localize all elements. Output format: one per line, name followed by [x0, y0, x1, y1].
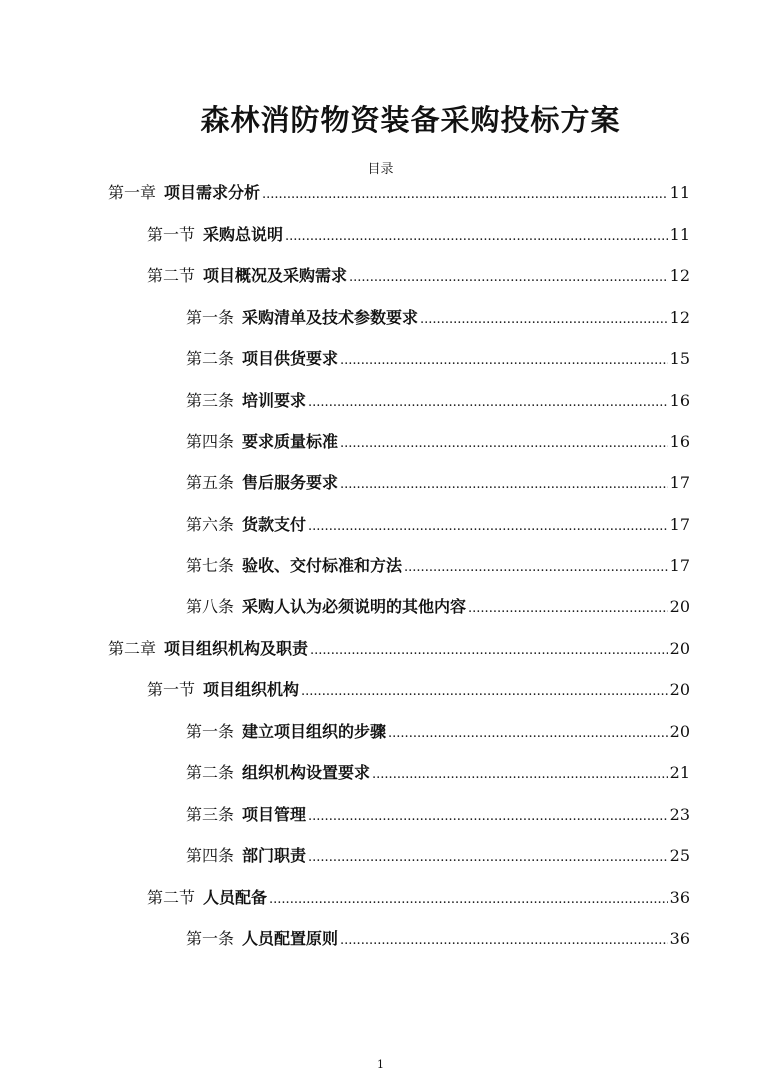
toc-entry[interactable] — [147, 886, 690, 910]
toc-leader-dots — [308, 846, 668, 870]
toc-leader-dots — [340, 929, 668, 953]
document-title: 森林消防物资装备采购投标方案 — [200, 103, 621, 137]
toc-entry-page: 23 — [669, 805, 690, 824]
toc-entry[interactable] — [186, 471, 690, 495]
toc-entry-page: 12 — [669, 308, 690, 327]
toc-leader-dots — [340, 349, 668, 373]
toc-entry-number: 第一条 — [186, 929, 235, 948]
toc-leader-dots — [308, 515, 668, 539]
toc-entry-title: 采购清单及技术参数要求 — [242, 308, 419, 327]
toc-entry[interactable] — [186, 430, 690, 454]
toc-entry-title: 人员配置原则 — [242, 929, 339, 948]
toc-entry[interactable] — [108, 181, 690, 205]
toc-entry-title: 要求质量标准 — [242, 432, 339, 451]
toc-entry-title: 项目组织机构及职责 — [164, 639, 309, 658]
toc-entry-title: 部门职责 — [242, 846, 307, 865]
toc-leader-dots — [340, 432, 668, 456]
toc-entry-number: 第一节 — [147, 680, 196, 699]
toc-entry-page: 17 — [669, 473, 690, 492]
toc-leader-dots — [308, 805, 668, 829]
toc-entry-title: 售后服务要求 — [242, 473, 339, 492]
toc-entry-number: 第四条 — [186, 432, 235, 451]
page-number: 1 — [377, 1058, 384, 1071]
toc-entry-number: 第一条 — [186, 308, 235, 327]
toc-entry-page: 11 — [669, 225, 690, 244]
toc-entry[interactable] — [186, 761, 690, 785]
toc-entry-page: 36 — [669, 888, 690, 907]
toc-entry-title: 项目组织机构 — [203, 680, 300, 699]
toc-entry-number: 第二节 — [147, 266, 196, 285]
toc-entry-page: 15 — [669, 349, 690, 368]
toc-entry-title: 建立项目组织的步骤 — [242, 722, 387, 741]
toc-entry-number: 第六条 — [186, 515, 235, 534]
toc-entry[interactable] — [108, 637, 690, 661]
toc-entry[interactable] — [186, 720, 690, 744]
toc-entry-page: 12 — [669, 266, 690, 285]
toc-entry-number: 第二章 — [108, 639, 157, 658]
toc-entry-title: 货款支付 — [242, 515, 307, 534]
toc-entry-page: 20 — [669, 722, 690, 741]
toc-leader-dots — [468, 597, 668, 621]
toc-entry[interactable] — [186, 306, 690, 330]
toc-entry-page: 11 — [669, 183, 690, 202]
toc-entry[interactable] — [147, 264, 690, 288]
toc-entry-number: 第二条 — [186, 349, 235, 368]
toc-entry[interactable] — [186, 389, 690, 413]
toc-entry-page: 17 — [669, 515, 690, 534]
toc-entry-page: 25 — [669, 846, 690, 865]
toc-entry-number: 第八条 — [186, 597, 235, 616]
toc-entry[interactable] — [186, 803, 690, 827]
toc-leader-dots — [285, 225, 668, 249]
toc-entry-title: 培训要求 — [242, 391, 307, 410]
toc-entry-page: 20 — [669, 597, 690, 616]
toc-leader-dots — [372, 763, 668, 787]
toc-leader-dots — [310, 639, 668, 663]
toc-entry-page: 17 — [669, 556, 690, 575]
toc-entry-title: 项目管理 — [242, 805, 307, 824]
toc-entry-page: 36 — [669, 929, 690, 948]
toc-entry-number: 第三条 — [186, 805, 235, 824]
toc-entry-title: 验收、交付标准和方法 — [242, 556, 403, 575]
toc-entry-title: 采购总说明 — [203, 225, 284, 244]
toc-entry-page: 16 — [669, 432, 690, 451]
toc-entry-number: 第二节 — [147, 888, 196, 907]
toc-entry-title: 采购人认为必须说明的其他内容 — [242, 597, 467, 616]
toc-leader-dots — [269, 888, 668, 912]
toc-entry-number: 第一节 — [147, 225, 196, 244]
toc-entry-number: 第三条 — [186, 391, 235, 410]
toc-entry[interactable] — [186, 927, 690, 951]
toc-entry[interactable] — [186, 554, 690, 578]
toc-entry-number: 第一条 — [186, 722, 235, 741]
toc-leader-dots — [404, 556, 668, 580]
toc-heading: 目录 — [367, 162, 394, 177]
toc-leader-dots — [420, 308, 668, 332]
toc-entry[interactable] — [186, 513, 690, 537]
toc-leader-dots — [349, 266, 668, 290]
toc-entry-page: 16 — [669, 391, 690, 410]
toc-entry[interactable] — [186, 595, 690, 619]
toc-entry-page: 20 — [669, 639, 690, 658]
toc-entry[interactable] — [147, 678, 690, 702]
toc-entry[interactable] — [147, 223, 690, 247]
toc-entry[interactable] — [186, 347, 690, 371]
toc-entry-page: 21 — [669, 763, 690, 782]
toc-entry-title: 项目概况及采购需求 — [203, 266, 348, 285]
toc-leader-dots — [340, 473, 668, 497]
toc-entry-title: 项目需求分析 — [164, 183, 261, 202]
toc-leader-dots — [388, 722, 668, 746]
toc-leader-dots — [308, 391, 668, 415]
toc-leader-dots — [301, 680, 668, 704]
toc-entry[interactable] — [186, 844, 690, 868]
toc-entry-number: 第五条 — [186, 473, 235, 492]
toc-entry-title: 组织机构设置要求 — [242, 763, 371, 782]
toc-entry-number: 第一章 — [108, 183, 157, 202]
toc-entry-number: 第二条 — [186, 763, 235, 782]
toc-entry-number: 第四条 — [186, 846, 235, 865]
toc-leader-dots — [262, 183, 668, 207]
toc-entry-title: 项目供货要求 — [242, 349, 339, 368]
toc-entry-page: 20 — [669, 680, 690, 699]
toc-entry-number: 第七条 — [186, 556, 235, 575]
toc-entry-title: 人员配备 — [203, 888, 268, 907]
